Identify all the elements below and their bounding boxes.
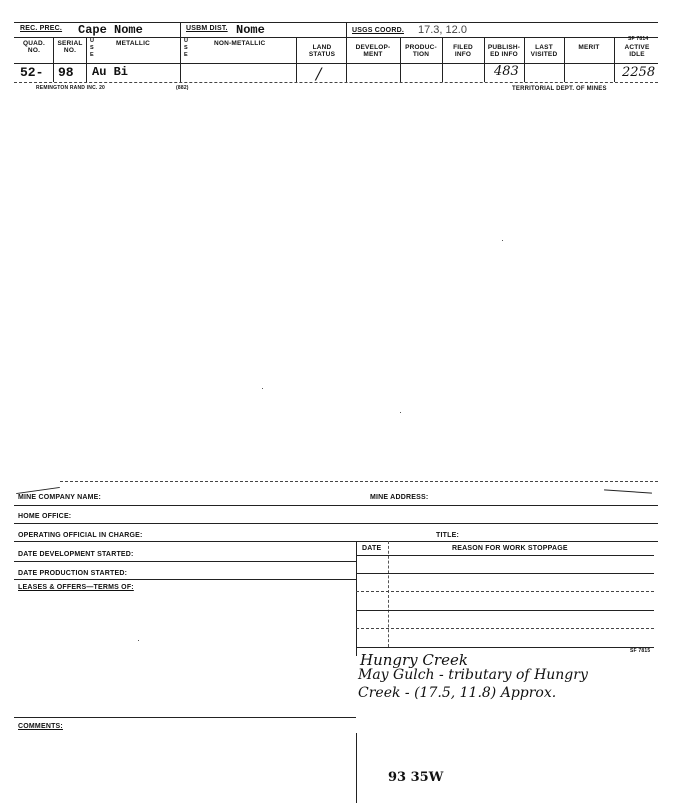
production-started-label: DATE PRODUCTION STARTED: (18, 570, 128, 577)
printer-line: REMINGTON RAND INC. 20 (36, 85, 106, 91)
development-started-label: DATE DEVELOPMENT STARTED: (18, 551, 134, 558)
nonmetallic-label: NON-METALLIC (214, 40, 266, 47)
title-label: TITLE: (436, 532, 459, 539)
serial-label: SERIAL NO. (57, 40, 83, 54)
table-row-line (356, 628, 654, 629)
comments-label: COMMENTS: (18, 723, 63, 730)
divider (442, 37, 443, 82)
metallic-value: Au Bi (92, 65, 129, 79)
merit-label: MERIT (578, 44, 600, 51)
table-row-line (356, 610, 654, 611)
table-row-line (356, 647, 654, 648)
usgs-coord-label: USGS COORD. (352, 27, 404, 34)
handwritten-line-3: Creek - (17.5, 11.8) Approx. (358, 685, 557, 701)
pen-stroke (604, 489, 652, 493)
header-mid-line (14, 37, 658, 38)
usbm-dist-label: USBM DIST. (186, 25, 228, 32)
divider (564, 37, 565, 82)
use-label-nonmetallic: U S E (184, 38, 189, 58)
card-top-line (60, 481, 658, 482)
quad-label: QUAD. NO. (23, 40, 45, 54)
divider (86, 37, 87, 82)
usgs-coord-value: 17.3, 12.0 (418, 24, 467, 36)
usbm-dist-value: Nome (236, 23, 265, 37)
date-column-header: DATE (362, 545, 382, 552)
metallic-label: METALLIC (116, 40, 150, 47)
rule (14, 541, 658, 542)
rec-prec-value: Cape Nome (78, 23, 143, 37)
quad-value: 52- (20, 65, 44, 80)
pen-stroke (16, 487, 60, 494)
speck (138, 640, 139, 641)
published-info-value: 483 (494, 64, 519, 79)
last-visited-label: LAST VISITED (530, 44, 558, 58)
form-number-2: SF 7815 (630, 648, 651, 654)
divider (180, 22, 181, 82)
reason-column-header: REASON FOR WORK STOPPAGE (452, 545, 568, 552)
speck (262, 388, 263, 389)
table-column-divider (388, 541, 389, 647)
handwritten-bottom-note: 93 35W (388, 770, 444, 785)
home-office-label: HOME OFFICE: (18, 513, 72, 520)
land-status-value: / (316, 64, 322, 83)
rule (14, 579, 356, 580)
mine-address-label: MINE ADDRESS: (370, 494, 429, 501)
serial-value: 98 (58, 65, 74, 80)
comments-border (356, 733, 357, 803)
table-row-line (356, 555, 654, 556)
rule (14, 505, 658, 506)
production-label: PRODUC- TION (405, 44, 437, 58)
table-border (356, 541, 357, 656)
printer-code: (882) (176, 85, 189, 91)
header-bottom-line (14, 82, 658, 83)
active-idle-label: ACTIVE IDLE (624, 44, 650, 58)
table-row-line (356, 573, 654, 574)
divider (614, 37, 615, 82)
speck (400, 412, 401, 413)
rule (14, 717, 356, 718)
department-name: TERRITORIAL DEPT. OF MINES (512, 86, 607, 92)
divider (346, 22, 347, 82)
divider (400, 37, 401, 82)
operating-official-label: OPERATING OFFICIAL IN CHARGE: (18, 532, 143, 539)
speck (502, 240, 503, 241)
development-label: DEVELOP- MENT (355, 44, 391, 58)
use-label-metallic: U S E (90, 38, 95, 58)
divider (524, 37, 525, 82)
mine-company-label: MINE COMPANY NAME: (18, 494, 102, 501)
leases-offers-label: LEASES & OFFERS—TERMS OF: (18, 584, 134, 591)
filed-info-label: FILED INFO (453, 44, 473, 58)
rule (14, 561, 356, 562)
header-row-line (14, 63, 658, 64)
divider (296, 37, 297, 82)
active-idle-value: 2258 (622, 65, 656, 80)
handwritten-line-1: Hungry Creek (360, 651, 468, 669)
form-number: SF 7814 (628, 36, 649, 42)
land-status-label: LAND STATUS (308, 44, 336, 58)
divider (53, 37, 54, 82)
rec-prec-label: REC. PREC. (20, 25, 63, 32)
divider (484, 37, 485, 82)
published-info-label: PUBLISH- ED INFO (487, 44, 521, 58)
table-row-line (356, 591, 654, 592)
handwritten-line-2: May Gulch - tributary of Hungry (358, 667, 588, 683)
rule (14, 523, 658, 524)
